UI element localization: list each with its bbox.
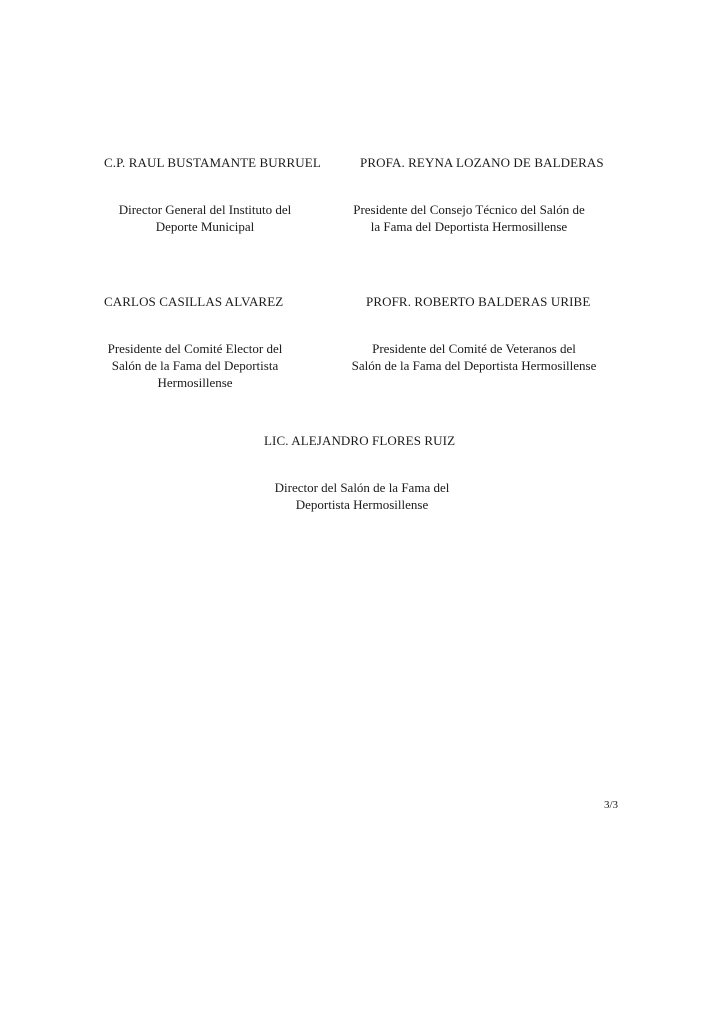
- role-line: Director General del Instituto del: [118, 202, 292, 217]
- role-line: Deporte Municipal: [155, 219, 255, 234]
- signatory-name-balderas: PROFR. ROBERTO BALDERAS URIBE: [366, 294, 591, 309]
- role-line: la Fama del Deportista Hermosillense: [370, 219, 568, 234]
- role-line: Salón de la Fama del Deportista: [111, 358, 279, 373]
- signatory-role-casillas: [92, 340, 298, 391]
- role-line: Salón de la Fama del Deportista Hermosillense: [351, 358, 597, 373]
- signatory-role-balderas: [336, 340, 612, 374]
- role-line: Presidente del Consejo Técnico del Salón de: [353, 202, 585, 217]
- signatory-name-flores: LIC. ALEJANDRO FLORES RUIZ: [264, 433, 456, 448]
- signatory-name-casillas: CARLOS CASILLAS ALVAREZ: [104, 294, 284, 309]
- signatory-role-lozano: [338, 201, 600, 235]
- page-number: 3/3: [604, 799, 619, 811]
- signatory-name-lozano: PROFA. REYNA LOZANO DE BALDERAS: [360, 155, 604, 170]
- role-line: Presidente del Comité Elector del: [107, 341, 283, 356]
- role-line: Hermosillense: [157, 375, 233, 390]
- role-line: Deportista Hermosillense: [295, 497, 429, 512]
- signatory-role-flores: [262, 479, 462, 513]
- role-line: Presidente del Comité de Veteranos del: [372, 341, 576, 356]
- signatory-role-bustamante: [100, 201, 310, 235]
- role-line: Director del Salón de la Fama del: [274, 480, 450, 495]
- signatory-name-bustamante: C.P. RAUL BUSTAMANTE BURRUEL: [104, 155, 321, 170]
